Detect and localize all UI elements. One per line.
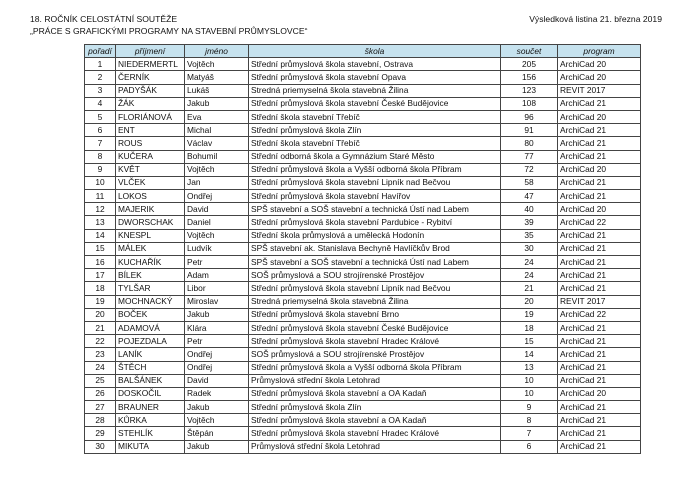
surname-cell: BRAUNER	[116, 401, 185, 414]
program-cell: ArchiCad 20	[558, 203, 641, 216]
school-cell: Střední průmyslová škola stavební a OA Kadaň	[249, 387, 501, 400]
first-name-cell: Petr	[185, 335, 249, 348]
rank-cell: 10	[85, 176, 116, 189]
program-cell: ArchiCad 21	[558, 190, 641, 203]
competition-subtitle: „PRÁCE S GRAFICKÝMI PROGRAMY NA STAVEBNÍ PRŮMYSLOVCE“	[30, 25, 308, 36]
score-cell: 14	[501, 348, 558, 361]
competition-title: 18. ROČNÍK CELOSTÁTNÍ SOUTĚŽE	[30, 14, 178, 24]
first-name-cell: Václav	[185, 137, 249, 150]
rank-cell: 19	[85, 295, 116, 308]
first-name-cell: Radek	[185, 387, 249, 400]
surname-cell: ENT	[116, 124, 185, 137]
school-cell: Střední odborná škola a Gymnázium Staré Město	[249, 150, 501, 163]
first-name-cell: Ondřej	[185, 190, 249, 203]
score-cell: 19	[501, 308, 558, 321]
surname-cell: STEHLÍK	[116, 427, 185, 440]
surname-cell: BÍLEK	[116, 269, 185, 282]
school-cell: SPŠ stavební a SOŠ stavební a technická Ústí nad Labem	[249, 256, 501, 269]
rank-cell: 4	[85, 97, 116, 110]
column-header-surname: příjmení	[116, 45, 185, 58]
rank-cell: 26	[85, 387, 116, 400]
surname-cell: NIEDERMERTL	[116, 58, 185, 71]
rank-cell: 29	[85, 427, 116, 440]
school-cell: SPŠ stavební a SOŠ stavební a technická Ústí nad Labem	[249, 203, 501, 216]
school-cell: Střední průmyslová škola stavební Brno	[249, 308, 501, 321]
program-cell: ArchiCad 21	[558, 361, 641, 374]
surname-cell: ŠTĚCH	[116, 361, 185, 374]
school-cell: SPŠ stavební ak. Stanislava Bechyně Havlíčkův Brod	[249, 242, 501, 255]
document-header	[30, 14, 307, 37]
first-name-cell: Klára	[185, 321, 249, 334]
surname-cell: ADAMOVÁ	[116, 321, 185, 334]
score-cell: 47	[501, 190, 558, 203]
rank-cell: 12	[85, 203, 116, 216]
rank-cell: 27	[85, 401, 116, 414]
rank-cell: 1	[85, 58, 116, 71]
first-name-cell: Jakub	[185, 308, 249, 321]
program-cell: ArchiCad 21	[558, 176, 641, 189]
surname-cell: KUCHAŘÍK	[116, 256, 185, 269]
rank-cell: 3	[85, 84, 116, 97]
surname-cell: MOCHNACKÝ	[116, 295, 185, 308]
program-cell: ArchiCad 22	[558, 308, 641, 321]
column-header-score: součet	[501, 45, 558, 58]
rank-cell: 28	[85, 414, 116, 427]
table-row	[85, 361, 641, 374]
table-row	[85, 321, 641, 334]
table-row	[85, 374, 641, 387]
table-row	[85, 269, 641, 282]
rank-cell: 21	[85, 321, 116, 334]
program-cell: ArchiCad 21	[558, 414, 641, 427]
rank-cell: 9	[85, 163, 116, 176]
school-cell: Střední průmyslová škola stavební Havířov	[249, 190, 501, 203]
table-row	[85, 203, 641, 216]
first-name-cell: Jakub	[185, 401, 249, 414]
school-cell: Stredná priemyselná škola stavebná Žilina	[249, 295, 501, 308]
table-row	[85, 71, 641, 84]
school-cell: SOŠ průmyslová a SOU strojírenské Prostějov	[249, 269, 501, 282]
score-cell: 24	[501, 269, 558, 282]
rank-cell: 11	[85, 190, 116, 203]
score-cell: 96	[501, 110, 558, 123]
rank-cell: 18	[85, 282, 116, 295]
rank-cell: 20	[85, 308, 116, 321]
surname-cell: DWORSCHAK	[116, 216, 185, 229]
first-name-cell: Matyáš	[185, 71, 249, 84]
table-row	[85, 335, 641, 348]
table-row	[85, 163, 641, 176]
first-name-cell: Jan	[185, 176, 249, 189]
column-header-program: program	[558, 45, 641, 58]
school-cell: Střední průmyslová škola stavební Hradec Králové	[249, 335, 501, 348]
surname-cell: KUČERA	[116, 150, 185, 163]
program-cell: ArchiCad 21	[558, 335, 641, 348]
first-name-cell: Daniel	[185, 216, 249, 229]
table-row	[85, 427, 641, 440]
surname-cell: LANÍK	[116, 348, 185, 361]
program-cell: ArchiCad 21	[558, 401, 641, 414]
rank-cell: 2	[85, 71, 116, 84]
school-cell: Střední průmyslová škola stavební České Budějovice	[249, 97, 501, 110]
school-cell: SOŠ průmyslová a SOU strojírenské Prostějov	[249, 348, 501, 361]
program-cell: ArchiCad 21	[558, 374, 641, 387]
first-name-cell: Petr	[185, 256, 249, 269]
score-cell: 205	[501, 58, 558, 71]
first-name-cell: David	[185, 203, 249, 216]
column-header-rank: pořadí	[85, 45, 116, 58]
score-cell: 58	[501, 176, 558, 189]
first-name-cell: David	[185, 374, 249, 387]
score-cell: 10	[501, 374, 558, 387]
surname-cell: KŮRKA	[116, 414, 185, 427]
surname-cell: TYLŠAR	[116, 282, 185, 295]
program-cell: ArchiCad 20	[558, 110, 641, 123]
rank-cell: 30	[85, 440, 116, 453]
program-cell: ArchiCad 21	[558, 229, 641, 242]
school-cell: Střední škola stavební Třebíč	[249, 137, 501, 150]
program-cell: ArchiCad 21	[558, 97, 641, 110]
school-cell: Střední průmyslová škola stavební, Ostrava	[249, 58, 501, 71]
table-row	[85, 124, 641, 137]
surname-cell: ROUS	[116, 137, 185, 150]
table-row	[85, 176, 641, 189]
table-row	[85, 282, 641, 295]
score-cell: 10	[501, 387, 558, 400]
first-name-cell: Ondřej	[185, 348, 249, 361]
rank-cell: 22	[85, 335, 116, 348]
score-cell: 91	[501, 124, 558, 137]
rank-cell: 8	[85, 150, 116, 163]
first-name-cell: Jakub	[185, 97, 249, 110]
surname-cell: KNESPL	[116, 229, 185, 242]
school-cell: Střední průmyslová škola stavební Opava	[249, 71, 501, 84]
surname-cell: MIKUTA	[116, 440, 185, 453]
school-cell: Střední průmyslová škola Zlín	[249, 401, 501, 414]
table-header-row	[85, 45, 641, 58]
column-header-school: škola	[249, 45, 501, 58]
score-cell: 20	[501, 295, 558, 308]
school-cell: Střední škola stavební Třebíč	[249, 110, 501, 123]
first-name-cell: Jakub	[185, 440, 249, 453]
rank-cell: 5	[85, 110, 116, 123]
table-row	[85, 256, 641, 269]
results-table	[84, 44, 641, 454]
table-row	[85, 97, 641, 110]
school-cell: Průmyslová střední škola Letohrad	[249, 440, 501, 453]
table-row	[85, 229, 641, 242]
program-cell: ArchiCad 21	[558, 269, 641, 282]
school-cell: Střední průmyslová škola a Vyšší odborná škola Příbram	[249, 361, 501, 374]
surname-cell: VLČEK	[116, 176, 185, 189]
score-cell: 123	[501, 84, 558, 97]
school-cell: Střední průmyslová škola stavební Lipník nad Bečvou	[249, 176, 501, 189]
surname-cell: MAJERIK	[116, 203, 185, 216]
table-row	[85, 440, 641, 453]
result-list-date: Výsledková listina 21. března 2019	[529, 14, 662, 24]
surname-cell: KVĚT	[116, 163, 185, 176]
program-cell: ArchiCad 21	[558, 427, 641, 440]
rank-cell: 23	[85, 348, 116, 361]
first-name-cell: Vojtěch	[185, 229, 249, 242]
score-cell: 40	[501, 203, 558, 216]
surname-cell: ŽÁK	[116, 97, 185, 110]
program-cell: ArchiCad 21	[558, 150, 641, 163]
table-row	[85, 401, 641, 414]
program-cell: ArchiCad 21	[558, 348, 641, 361]
program-cell: ArchiCad 21	[558, 440, 641, 453]
table-row	[85, 242, 641, 255]
rank-cell: 15	[85, 242, 116, 255]
first-name-cell: Štěpán	[185, 427, 249, 440]
table-row	[85, 110, 641, 123]
first-name-cell: Vojtěch	[185, 58, 249, 71]
rank-cell: 17	[85, 269, 116, 282]
school-cell: Střední průmyslová škola a Vyšší odborná škola Příbram	[249, 163, 501, 176]
score-cell: 6	[501, 440, 558, 453]
surname-cell: DOSKOČIL	[116, 387, 185, 400]
table-row	[85, 58, 641, 71]
table-row	[85, 348, 641, 361]
program-cell: REVIT 2017	[558, 295, 641, 308]
school-cell: Stredná priemyselná škola stavebná Žilina	[249, 84, 501, 97]
score-cell: 9	[501, 401, 558, 414]
program-cell: REVIT 2017	[558, 84, 641, 97]
table-row	[85, 295, 641, 308]
first-name-cell: Ludvík	[185, 242, 249, 255]
program-cell: ArchiCad 21	[558, 242, 641, 255]
program-cell: ArchiCad 21	[558, 321, 641, 334]
table-row	[85, 387, 641, 400]
program-cell: ArchiCad 20	[558, 58, 641, 71]
table-row	[85, 137, 641, 150]
score-cell: 7	[501, 427, 558, 440]
table-row	[85, 308, 641, 321]
score-cell: 8	[501, 414, 558, 427]
score-cell: 156	[501, 71, 558, 84]
first-name-cell: Adam	[185, 269, 249, 282]
score-cell: 80	[501, 137, 558, 150]
rank-cell: 14	[85, 229, 116, 242]
school-cell: Střední průmyslová škola stavební České Budějovice	[249, 321, 501, 334]
table-row	[85, 150, 641, 163]
surname-cell: POJEZDALA	[116, 335, 185, 348]
first-name-cell: Vojtěch	[185, 414, 249, 427]
table-body	[85, 58, 641, 454]
first-name-cell: Vojtěch	[185, 163, 249, 176]
first-name-cell: Bohumil	[185, 150, 249, 163]
first-name-cell: Ondřej	[185, 361, 249, 374]
school-cell: Střední škola průmyslová a umělecká Hodonín	[249, 229, 501, 242]
score-cell: 72	[501, 163, 558, 176]
table-row	[85, 84, 641, 97]
rank-cell: 25	[85, 374, 116, 387]
surname-cell: LOKOS	[116, 190, 185, 203]
school-cell: Střední průmyslová škola stavební Lipník nad Bečvou	[249, 282, 501, 295]
first-name-cell: Lukáš	[185, 84, 249, 97]
program-cell: ArchiCad 22	[558, 216, 641, 229]
surname-cell: ČERNÍK	[116, 71, 185, 84]
surname-cell: FLORIÁNOVÁ	[116, 110, 185, 123]
rank-cell: 24	[85, 361, 116, 374]
score-cell: 21	[501, 282, 558, 295]
first-name-cell: Eva	[185, 110, 249, 123]
program-cell: ArchiCad 21	[558, 282, 641, 295]
table-row	[85, 414, 641, 427]
school-cell: Střední průmyslová škola stavební Hradec Králové	[249, 427, 501, 440]
surname-cell: MÁLEK	[116, 242, 185, 255]
score-cell: 35	[501, 229, 558, 242]
score-cell: 39	[501, 216, 558, 229]
program-cell: ArchiCad 21	[558, 124, 641, 137]
program-cell: ArchiCad 20	[558, 387, 641, 400]
surname-cell: BOČEK	[116, 308, 185, 321]
table-row	[85, 216, 641, 229]
first-name-cell: Michal	[185, 124, 249, 137]
surname-cell: BALŠÁNEK	[116, 374, 185, 387]
score-cell: 24	[501, 256, 558, 269]
score-cell: 13	[501, 361, 558, 374]
first-name-cell: Miroslav	[185, 295, 249, 308]
rank-cell: 6	[85, 124, 116, 137]
program-cell: ArchiCad 20	[558, 163, 641, 176]
score-cell: 77	[501, 150, 558, 163]
first-name-cell: Libor	[185, 282, 249, 295]
school-cell: Průmyslová střední škola Letohrad	[249, 374, 501, 387]
rank-cell: 7	[85, 137, 116, 150]
score-cell: 15	[501, 335, 558, 348]
rank-cell: 16	[85, 256, 116, 269]
surname-cell: PADYŠÁK	[116, 84, 185, 97]
program-cell: ArchiCad 20	[558, 71, 641, 84]
table-row	[85, 190, 641, 203]
score-cell: 18	[501, 321, 558, 334]
column-header-first-name: jméno	[185, 45, 249, 58]
rank-cell: 13	[85, 216, 116, 229]
program-cell: ArchiCad 21	[558, 256, 641, 269]
school-cell: Střední průmyslová škola stavební Pardubice - Rybitví	[249, 216, 501, 229]
program-cell: ArchiCad 21	[558, 137, 641, 150]
score-cell: 30	[501, 242, 558, 255]
score-cell: 108	[501, 97, 558, 110]
school-cell: Střední průmyslová škola Zlín	[249, 124, 501, 137]
school-cell: Střední průmyslová škola stavební a OA Kadaň	[249, 414, 501, 427]
